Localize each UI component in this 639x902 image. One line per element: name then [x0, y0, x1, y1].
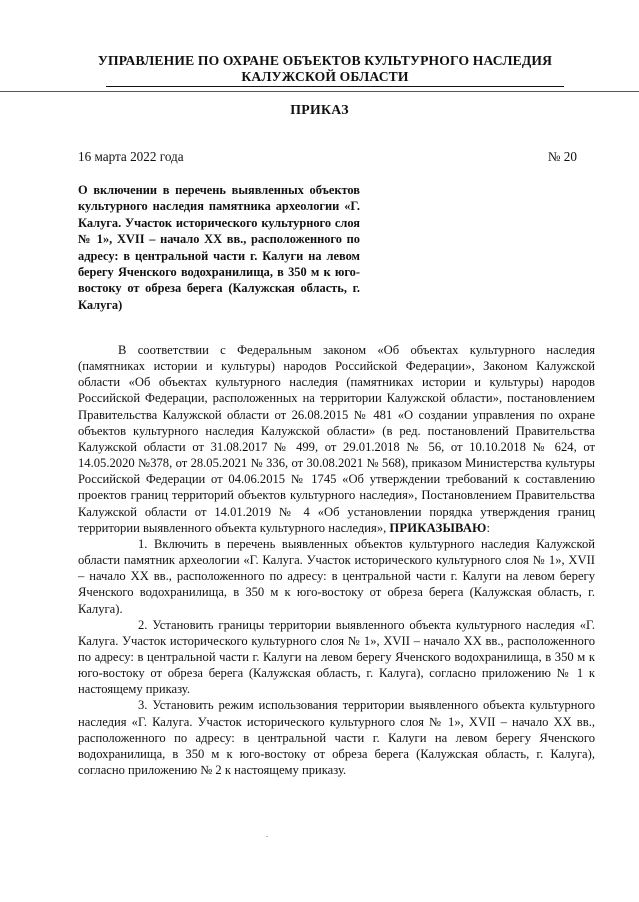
preamble-text: В соответствии с Федеральным законом «Об объектах культурного наследия (памятниках истории и культуры) народов Российской Федерации», Законом Калужской области «Об объектах культурного наследия (памятниках истории и культуры) народов Российской Федерации, расположенных на территории Калужской области», постановлением Правительства Калужской области от 26.08.2015 № 481 «О создании управления по охране объектов культурного наследия Калужской области» (в ред. постановлений Правительства Калужской области от 31.08.2017 № 499, от 29.01.2018 № 56, от 10.10.2018 № 624, от 14.05.2020 №378, от 28.05.2021 № 336, от 30.08.2021 № 568), приказом Министерства культуры Российской Федерации от 04.06.2015 № 1745 «Об утверждении требований к составлению проектов границ территорий объектов культурного наследия», Постановлением Правительства Калужской области от 14.01.2019 № 4 «Об установлении порядка утверждения границ территории выявленного объекта культурного наследия», [78, 343, 595, 535]
scan-speck [266, 836, 268, 837]
order-item-1: 1. Включить в перечень выявленных объектов культурного наследия Калужской области памятник археологии «Г. Калуга. Участок исторического культурного слоя № 1», XVII – начало XX вв., расположенного по адресу: в центральной части г. Калуги на левом берегу Яченского водохранилища, в 350 м к юго-востоку от обреза берега (Калужская область, г. Калуга). [78, 536, 595, 616]
document-subject: О включении в перечень выявленных объектов культурного наследия памятника археологии «Г. Калуга. Участок исторического культурного слоя № 1», XVII – начало XX вв., расположенного по адресу: в центральной части г. Калуги на левом берегу Яченского водохранилища, в 350 м к юго-востоку от обреза берега (Калужская область, г. Калуга) [78, 183, 360, 312]
document-title: ПРИКАЗ [290, 102, 349, 117]
order-item-2: 2. Установить границы территории выявленного объекта культурного наследия «Г. Калуга. Участок исторического культурного слоя № 1», XVII – начало XX вв., расположенного по адресу: в центральной части г. Калуги на левом берегу Яченского водохранилища, в 350 м к юго-востоку от обреза берега (Калужская область, г. Калуга), согласно приложению № 1 к настоящему приказу. [78, 617, 595, 697]
authority-name-line1: УПРАВЛЕНИЕ ПО ОХРАНЕ ОБЪЕКТОВ КУЛЬТУРНОГО НАСЛЕДИЯ [97, 53, 553, 68]
issuing-authority-header [70, 53, 580, 85]
order-colon: : [486, 520, 491, 535]
header-underline [106, 86, 564, 87]
header-divider [0, 91, 639, 92]
order-item-3: 3. Установить режим использования территории выявленного объекта культурного наследия «Г. Калуга. Участок исторического культурного слоя № 1», XVII – начало XX вв., расположенного по адресу: в центральной части г. Калуги на левом берегу Яченского водохранилища, в 350 м к юго-востоку от обреза берега (Калужская область, г. Калуга), согласно приложению № 2 к настоящему приказу. [78, 698, 595, 778]
document-number: № 20 [547, 149, 577, 164]
order-word: ПРИКАЗЫВАЮ [389, 520, 487, 535]
document-date: 16 марта 2022 года [78, 149, 184, 164]
document-body [78, 342, 595, 778]
preamble-paragraph [78, 342, 595, 536]
authority-name-line2: КАЛУЖСКОЙ ОБЛАСТИ [241, 69, 409, 84]
